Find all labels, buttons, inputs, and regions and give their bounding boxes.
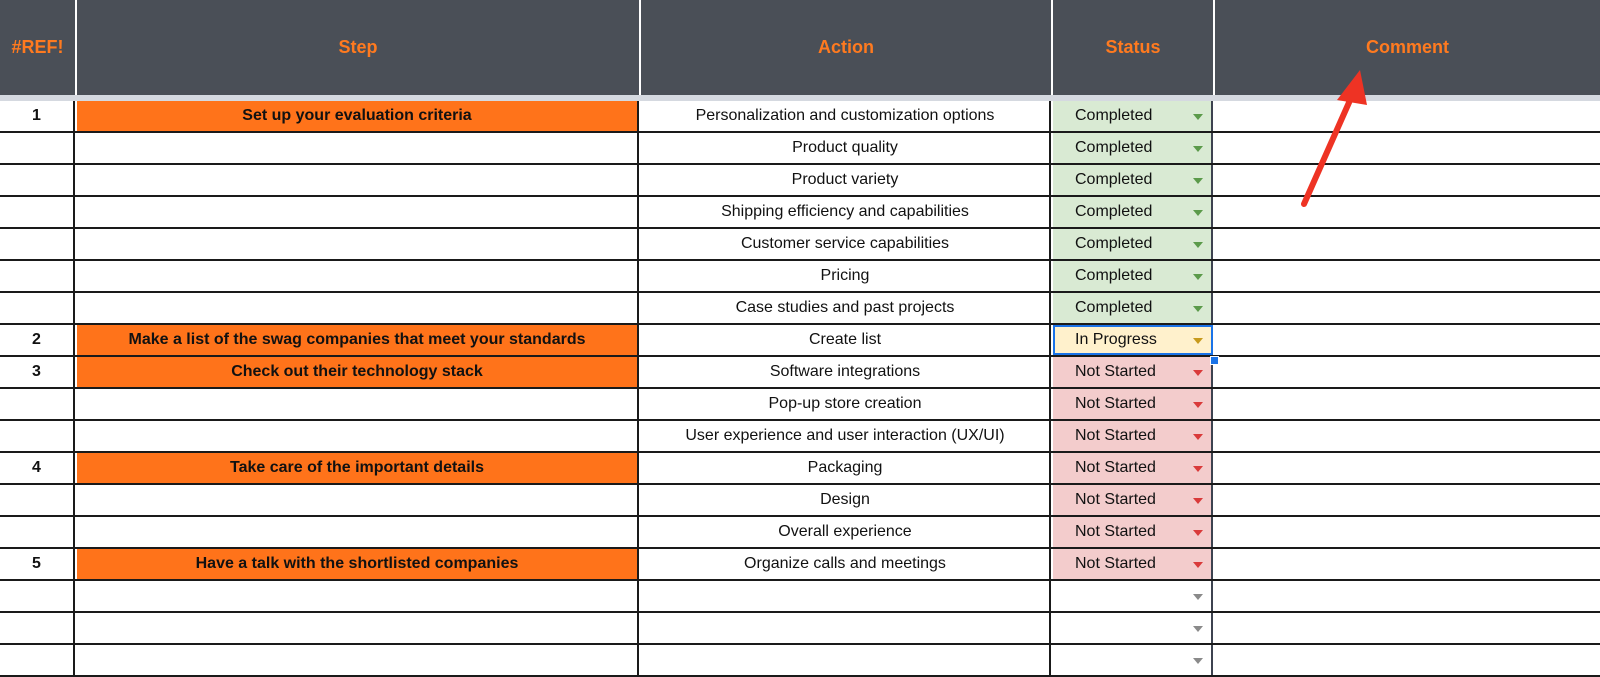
status-label: Not Started: [1075, 427, 1156, 444]
status-label: Not Started: [1075, 491, 1156, 508]
row-number-cell[interactable]: 5: [0, 549, 75, 579]
action-cell[interactable]: Shipping efficiency and capabilities: [641, 197, 1051, 227]
step-cell[interactable]: Check out their technology stack: [77, 357, 639, 387]
row-number-cell[interactable]: 1: [0, 101, 75, 131]
status-label: Not Started: [1075, 555, 1156, 572]
status-label: Completed: [1075, 107, 1153, 124]
action-cell[interactable]: Overall experience: [641, 517, 1051, 547]
row-number-cell[interactable]: 2: [0, 325, 75, 355]
action-cell[interactable]: Design: [641, 485, 1051, 515]
action-cell[interactable]: Product quality: [641, 133, 1051, 163]
action-cell[interactable]: Software integrations: [641, 357, 1051, 387]
step-cell[interactable]: Set up your evaluation criteria: [77, 101, 639, 131]
header-action[interactable]: Action: [818, 37, 874, 57]
status-label: Not Started: [1075, 523, 1156, 540]
action-cell[interactable]: User experience and user interaction (UX/UI): [641, 421, 1051, 451]
status-label: Completed: [1075, 171, 1153, 188]
action-cell[interactable]: Personalization and customization options: [641, 101, 1051, 131]
header-num[interactable]: #REF!: [11, 37, 64, 57]
status-label: Not Started: [1075, 363, 1156, 380]
action-cell[interactable]: Packaging: [641, 453, 1051, 483]
action-cell[interactable]: Create list: [641, 325, 1051, 355]
action-cell[interactable]: Pricing: [641, 261, 1051, 291]
row-number-cell[interactable]: 4: [0, 453, 75, 483]
status-label: Not Started: [1075, 459, 1156, 476]
action-cell[interactable]: Product variety: [641, 165, 1051, 195]
action-cell[interactable]: Organize calls and meetings: [641, 549, 1051, 579]
status-label: Completed: [1075, 299, 1153, 316]
status-label: Completed: [1075, 139, 1153, 156]
step-cell[interactable]: Have a talk with the shortlisted companies: [77, 549, 639, 579]
header-step[interactable]: Step: [338, 37, 378, 57]
step-cell[interactable]: Make a list of the swag companies that meet your standards: [77, 325, 639, 355]
status-label: Not Started: [1075, 395, 1156, 412]
row-number-cell[interactable]: 3: [0, 357, 75, 387]
status-label: Completed: [1075, 203, 1153, 220]
action-cell[interactable]: Customer service capabilities: [641, 229, 1051, 259]
step-cell[interactable]: Take care of the important details: [77, 453, 639, 483]
header-comment[interactable]: Comment: [1365, 37, 1449, 57]
action-cell[interactable]: Case studies and past projects: [641, 293, 1051, 323]
header-status[interactable]: Status: [1105, 37, 1161, 57]
status-label: In Progress: [1075, 331, 1157, 348]
action-cell[interactable]: Pop-up store creation: [641, 389, 1051, 419]
status-label: Completed: [1075, 267, 1153, 284]
status-label: Completed: [1075, 235, 1153, 252]
